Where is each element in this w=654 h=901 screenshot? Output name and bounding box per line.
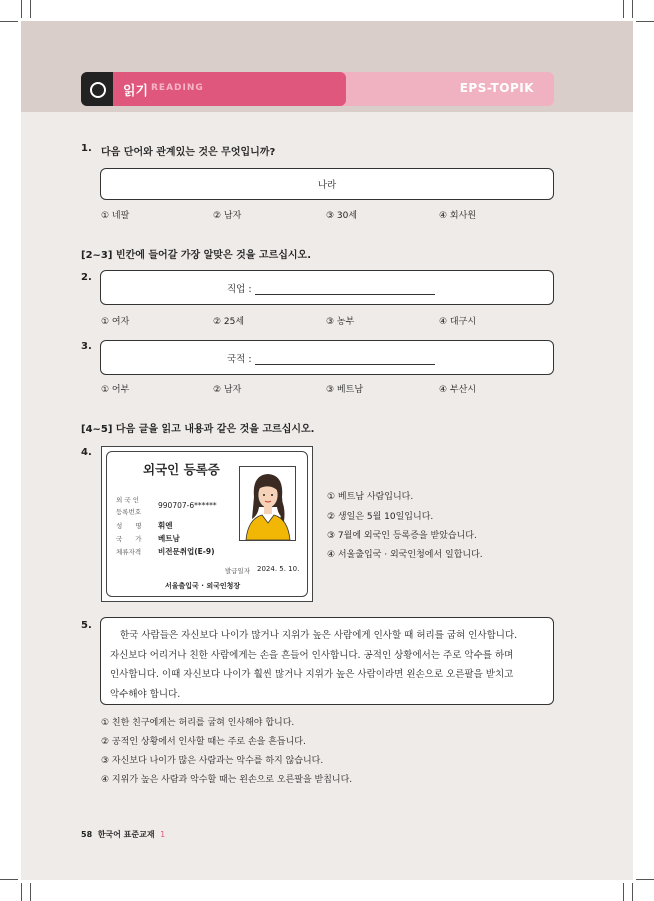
q1-option-2[interactable]: ② 남자	[213, 211, 242, 221]
q2-option-3[interactable]: ③ 농부	[326, 317, 355, 327]
person-portrait-icon	[240, 467, 295, 540]
card-country-value: 베트남	[158, 534, 180, 543]
card-reg-label-1: 외 국 인	[116, 496, 139, 504]
crop-mark	[636, 21, 654, 22]
section-title-4-5: [4~5] 다음 글을 읽고 내용과 같은 것을 고르십시오.	[81, 424, 315, 435]
crop-mark	[632, 883, 633, 901]
crop-mark	[636, 879, 654, 880]
page-footer	[81, 829, 165, 840]
q5-line-4: 악수해야 합니다.	[110, 688, 181, 700]
q3-number: 3.	[81, 341, 92, 352]
q5-line-3: 인사합니다. 이때 자신보다 나이가 훨씬 많거나 지위가 높은 사람이라면 왼손으로 오른팔을 받치고	[110, 669, 514, 680]
q3-option-1[interactable]: ① 어부	[101, 385, 130, 395]
crop-mark	[30, 0, 31, 18]
q1-number: 1.	[81, 143, 92, 154]
crop-mark	[623, 0, 624, 18]
q5-number: 5.	[81, 620, 92, 631]
header-title: 읽기	[123, 84, 149, 99]
section-header	[81, 72, 554, 106]
card-issue-value: 2024. 5. 10.	[257, 565, 300, 573]
q3-box	[100, 340, 554, 375]
q4-option-3[interactable]: ③ 7월에 외국인 등록증을 받았습니다.	[327, 531, 477, 541]
crop-mark	[21, 0, 22, 18]
card-title: 외국인 등록증	[143, 462, 220, 477]
crop-mark	[21, 883, 22, 901]
q2-option-1[interactable]: ① 여자	[101, 317, 130, 327]
q2-box-label: 직업 :	[227, 284, 252, 295]
q2-option-2[interactable]: ② 25세	[213, 317, 245, 327]
q5-line-2: 자신보다 어리거나 친한 사람에게는 손을 흔들어 인사합니다. 공적인 상황에서는 주로 악수를 하며	[110, 649, 514, 661]
card-name-label: 성 명	[116, 522, 142, 530]
q5-option-3[interactable]: ③ 자신보다 나이가 많은 사람과는 악수를 하지 않습니다.	[101, 756, 324, 766]
q1-option-3[interactable]: ③ 30세	[326, 211, 358, 221]
card-issuer: 서울출입국 · 외국인청장	[165, 582, 241, 590]
header-subtitle: READING	[151, 83, 204, 93]
card-reg-label-2: 등록번호	[116, 508, 142, 516]
q4-option-2[interactable]: ② 생일은 5월 10일입니다.	[327, 512, 434, 522]
q4-option-4[interactable]: ④ 서울출입국 · 외국인청에서 일합니다.	[327, 550, 483, 560]
q5-option-1[interactable]: ① 친한 친구에게는 허리를 굽혀 인사해야 합니다.	[101, 718, 295, 728]
q1-box	[100, 168, 554, 200]
q2-blank	[255, 284, 435, 295]
alien-registration-card	[101, 446, 313, 602]
crop-mark	[0, 21, 18, 22]
header-bar-right	[331, 72, 554, 106]
card-name-value: 휘엔	[158, 521, 173, 530]
brand-label: EPS-TOPIK	[459, 81, 534, 95]
q4-option-1[interactable]: ① 베트남 사람입니다.	[327, 492, 414, 502]
q4-number: 4.	[81, 447, 92, 458]
q2-box	[100, 270, 554, 305]
card-status-value: 비전문취업(E-9)	[158, 547, 215, 556]
q3-option-4[interactable]: ④ 부산시	[439, 385, 477, 395]
q1-box-text: 나라	[317, 180, 337, 191]
card-status-label: 체류자격	[116, 548, 142, 556]
q3-option-3[interactable]: ③ 베트남	[326, 385, 364, 395]
q3-blank	[255, 354, 435, 365]
q5-line-1: 한국 사람들은 자신보다 나이가 많거나 지위가 높은 사람에게 인사할 때 허리를 굽혀 인사합니다.	[120, 630, 518, 641]
page-number: 58	[81, 830, 93, 839]
card-photo	[239, 466, 296, 541]
q5-option-2[interactable]: ② 공적인 상황에서 인사할 때는 주로 손을 흔듭니다.	[101, 737, 306, 747]
q5-option-4[interactable]: ④ 지위가 높은 사람과 악수할 때는 왼손으로 오른팔을 받칩니다.	[101, 775, 353, 785]
q5-passage	[110, 626, 545, 704]
reading-icon	[81, 72, 113, 106]
card-reg-value: 990707-6******	[158, 501, 217, 510]
card-frame	[106, 451, 308, 597]
crop-mark	[0, 879, 18, 880]
q2-option-4[interactable]: ④ 대구시	[439, 317, 477, 327]
q1-option-4[interactable]: ④ 회사원	[439, 211, 477, 221]
crop-mark	[30, 883, 31, 901]
q1-prompt: 다음 단어와 관계있는 것은 무엇입니까?	[101, 147, 276, 158]
q2-number: 2.	[81, 272, 92, 283]
card-issue-label: 발급일자	[225, 567, 251, 575]
section-title-2-3: [2~3] 빈칸에 들어갈 가장 알맞은 것을 고르십시오.	[81, 250, 312, 261]
book-title: 한국어 표준교재	[97, 830, 155, 839]
q1-option-1[interactable]: ① 네팔	[101, 211, 130, 221]
crop-mark	[632, 0, 633, 18]
q3-box-label: 국적 :	[227, 354, 252, 365]
q3-box-line	[227, 351, 435, 365]
book-volume: 1	[160, 830, 166, 839]
crop-mark	[623, 883, 624, 901]
q2-box-line	[227, 281, 435, 295]
q3-option-2[interactable]: ② 남자	[213, 385, 242, 395]
card-country-label: 국 가	[116, 535, 142, 543]
